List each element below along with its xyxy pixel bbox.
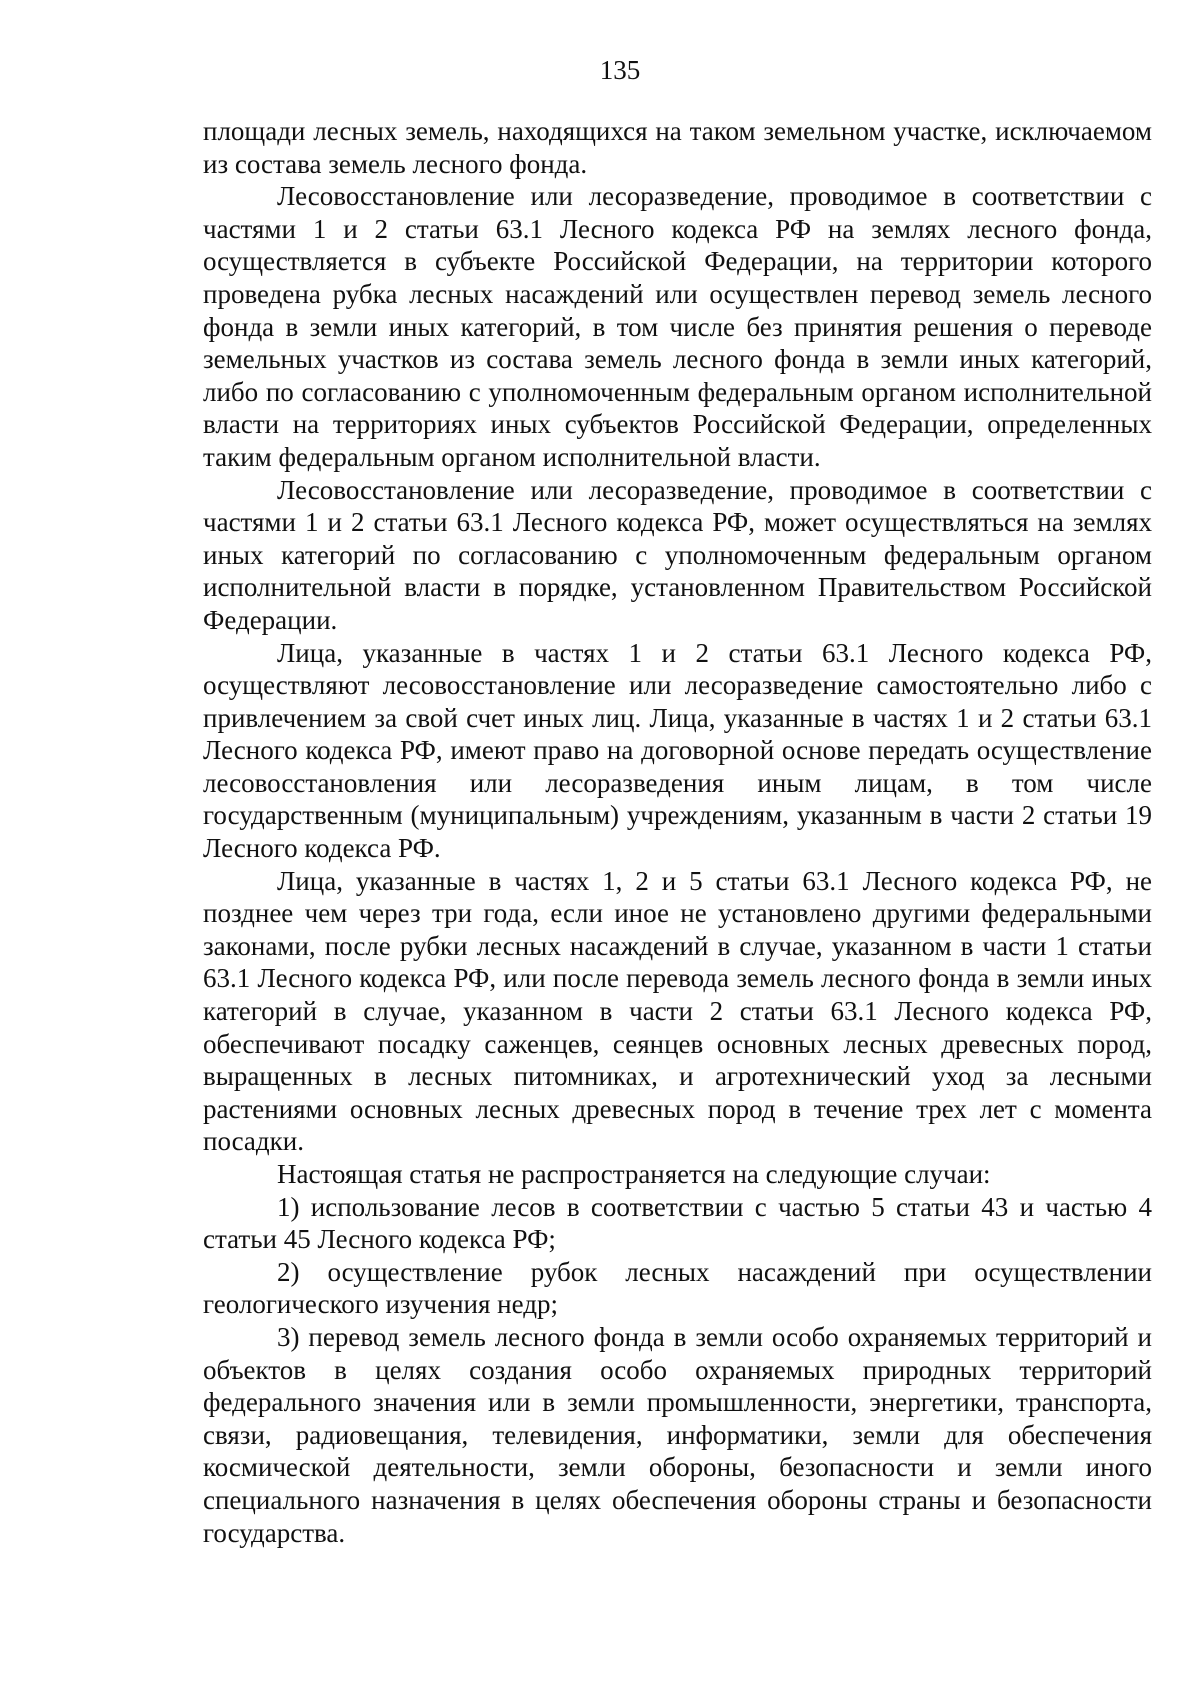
paragraph-1: площади лесных земель, находящихся на таком земельном участке, исключаемом из состава земель лесного фонда. [203,116,1152,179]
document-body [203,115,1152,1549]
paragraph-6: Настоящая статья не распространяется на следующие случаи: [277,1159,991,1189]
page-number: 135 [599,55,641,85]
paragraph-4: Лица, указанные в частях 1 и 2 статьи 63.1 Лесного кодекса РФ, осуществляют лесовосстановление или лесоразведение самостоятельно либо с привлечением за свой счет иных лиц. Лица, указанные в частях 1 и 2 статьи 63.1 Лесного кодекса РФ, имеют право на договорной основе передать осуществление лесовосстановления или лесоразведения иным лицам, в том числе государственным (муниципальным) учреждениям, указанным в части 2 статьи 19 Лесного кодекса РФ. [203,637,1152,864]
list-item-3: 3) перевод земель лесного фонда в земли особо охраняемых территорий и объектов в целях создания особо охраняемых природных территорий федерального значения или в земли промышленности, энергетики, транспорта, связи, радиовещания, телевидения, информатики, земли для обеспечения космической деятельности, земли обороны, безопасности и земли иного специального назначения в целях обеспечения обороны страны и безопасности государства. [203,1321,1152,1548]
paragraph-5: Лица, указанные в частях 1, 2 и 5 статьи 63.1 Лесного кодекса РФ, не позднее чем через три года, если иное не установлено другими федеральными законами, после рубки лесных насаждений в случае, указанном в части 1 статьи 63.1 Лесного кодекса РФ, или после перевода земель лесного фонда в земли иных категорий в случае, указанном в части 2 статьи 63.1 Лесного кодекса РФ, обеспечивают посадку саженцев, сеянцев основных лесных древесных пород, выращенных в лесных питомниках, и агротехнический уход за лесными растениями основных лесных древесных пород в течение трех лет с момента посадки. [203,865,1152,1157]
list-item-2: 2) осуществление рубок лесных насаждений при осуществлении геологического изучения недр; [203,1256,1152,1320]
list-item-1: 1) использование лесов в соответствии с частью 5 статьи 43 и частью 4 статьи 45 Лесного кодекса РФ; [203,1191,1152,1255]
paragraph-2: Лесовосстановление или лесоразведение, проводимое в соответствии с частями 1 и 2 статьи 63.1 Лесного кодекса РФ на землях лесного фонда, осуществляется в субъекте Российской Федерации, на территории которого проведена рубка лесных насаждений или осуществлен перевод земель лесного фонда в земли иных категорий, в том числе без принятия решения о переводе земельных участков из состава земель лесного фонда в земли иных категорий, либо по согласованию с уполномоченным федеральным органом исполнительной власти на территориях иных субъектов Российской Федерации, определенных таким федеральным органом исполнительной власти. [203,181,1152,472]
paragraph-3: Лесовосстановление или лесоразведение, проводимое в соответствии с частями 1 и 2 статьи 63.1 Лесного кодекса РФ, может осуществляться на землях иных категорий по согласованию с уполномоченным федеральным органом исполнительной власти в порядке, установленном Правительством Российской Федерации. [203,474,1152,635]
